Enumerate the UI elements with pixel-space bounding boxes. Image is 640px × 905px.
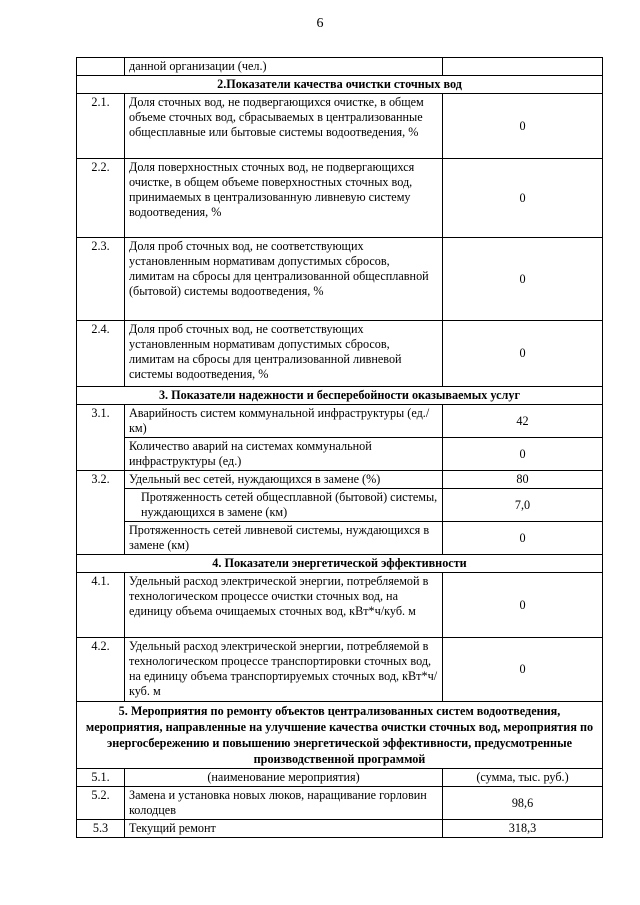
row-value: 318,3 <box>443 820 603 838</box>
row-description: Удельный вес сетей, нуждающихся в замене (%) <box>125 471 443 489</box>
row-number: 5.1. <box>77 769 125 787</box>
row-description: (наименование мероприятия) <box>125 769 443 787</box>
section-header-4 <box>77 555 603 573</box>
row-description: Количество аварий на системах коммунальной инфраструктуры (ед.) <box>125 438 443 471</box>
row-number: 3.2. <box>77 471 125 555</box>
row-description: Доля проб сточных вод, не соответствующих установленным нормативам допустимых сбросов, лимитам на сбросы для централизованной общесплавной (бытовой) системы водоотведения, % <box>125 238 443 321</box>
row-number: 2.2. <box>77 159 125 238</box>
row-description: Удельный расход электрической энергии, потребляемой в технологическом процессе очистки сточных вод, на единицу объема очищаемых сточных вод, кВт*ч/куб. м <box>125 573 443 638</box>
row-number: 2.4. <box>77 321 125 387</box>
section-header-2 <box>77 76 603 94</box>
section-title: 2.Показатели качества очистки сточных вод <box>77 76 603 94</box>
table-row <box>77 522 603 555</box>
section-header-3 <box>77 387 603 405</box>
table-row <box>77 573 603 638</box>
row-description: данной организации (чел.) <box>125 58 443 76</box>
row-number: 2.3. <box>77 238 125 321</box>
table-row <box>77 94 603 159</box>
table-row <box>77 769 603 787</box>
row-description: Протяженность сетей ливневой системы, нуждающихся в замене (км) <box>125 522 443 555</box>
table-row <box>77 438 603 471</box>
row-value: 7,0 <box>443 489 603 522</box>
row-description: Удельный расход электрической энергии, потребляемой в технологическом процессе транспортировки сточных вод, на единицу объема транспортируемых сточных вод, кВт*ч/куб. м <box>125 638 443 702</box>
row-value <box>443 58 603 76</box>
row-number: 5.3 <box>77 820 125 838</box>
page-number: 6 <box>316 16 324 31</box>
row-description: Аварийность систем коммунальной инфраструктуры (ед./км) <box>125 405 443 438</box>
row-description: Протяженность сетей общесплавной (бытовой) системы, нуждающихся в замене (км) <box>125 489 443 522</box>
table-row <box>77 820 603 838</box>
row-description: Доля проб сточных вод, не соответствующих установленным нормативам допустимых сбросов, лимитам на сбросы для централизованной ливневой системы водоотведения, % <box>125 321 443 387</box>
row-description: Доля сточных вод, не подвергающихся очистке, в общем объеме сточных вод, сбрасываемых в централизованные общесплавные или бытовые системы водоотведения, % <box>125 94 443 159</box>
row-value: 0 <box>443 638 603 702</box>
row-value: 0 <box>443 238 603 321</box>
row-description: Замена и установка новых люков, наращивание горловин колодцев <box>125 787 443 820</box>
row-description: Доля поверхностных сточных вод, не подвергающихся очистке, в общем объеме поверхностных сточных вод, принимаемых в централизованную ливневую систему водоотведения, % <box>125 159 443 238</box>
table-row <box>77 471 603 489</box>
row-value: 0 <box>443 321 603 387</box>
section-title: 5. Мероприятия по ремонту объектов централизованных систем водоотведения, мероприятия, направленные на улучшение качества очистки сточных вод, мероприятия по энергосбережению и повышению энергетической эффективности, предусмотренные производственной программой <box>77 702 603 769</box>
table-row <box>77 159 603 238</box>
row-number: 4.1. <box>77 573 125 638</box>
row-number <box>77 58 125 76</box>
section-title: 4. Показатели энергетической эффективности <box>77 555 603 573</box>
row-number: 4.2. <box>77 638 125 702</box>
row-value: 42 <box>443 405 603 438</box>
row-value: 0 <box>443 94 603 159</box>
row-description: Текущий ремонт <box>125 820 443 838</box>
section-header-5 <box>77 702 603 769</box>
row-value: 0 <box>443 159 603 238</box>
row-value: 0 <box>443 438 603 471</box>
row-number: 2.1. <box>77 94 125 159</box>
table-row <box>77 238 603 321</box>
table-row <box>77 58 603 76</box>
row-value: 0 <box>443 522 603 555</box>
row-value: 80 <box>443 471 603 489</box>
row-number: 5.2. <box>77 787 125 820</box>
row-value: 0 <box>443 573 603 638</box>
section-title: 3. Показатели надежности и бесперебойности оказываемых услуг <box>77 387 603 405</box>
row-value: 98,6 <box>443 787 603 820</box>
row-value: (сумма, тыс. руб.) <box>443 769 603 787</box>
table-row <box>77 787 603 820</box>
table-row <box>77 321 603 387</box>
table-row <box>77 489 603 522</box>
table-row <box>77 638 603 702</box>
indicators-table <box>76 57 603 838</box>
row-number: 3.1. <box>77 405 125 471</box>
table-row <box>77 405 603 438</box>
